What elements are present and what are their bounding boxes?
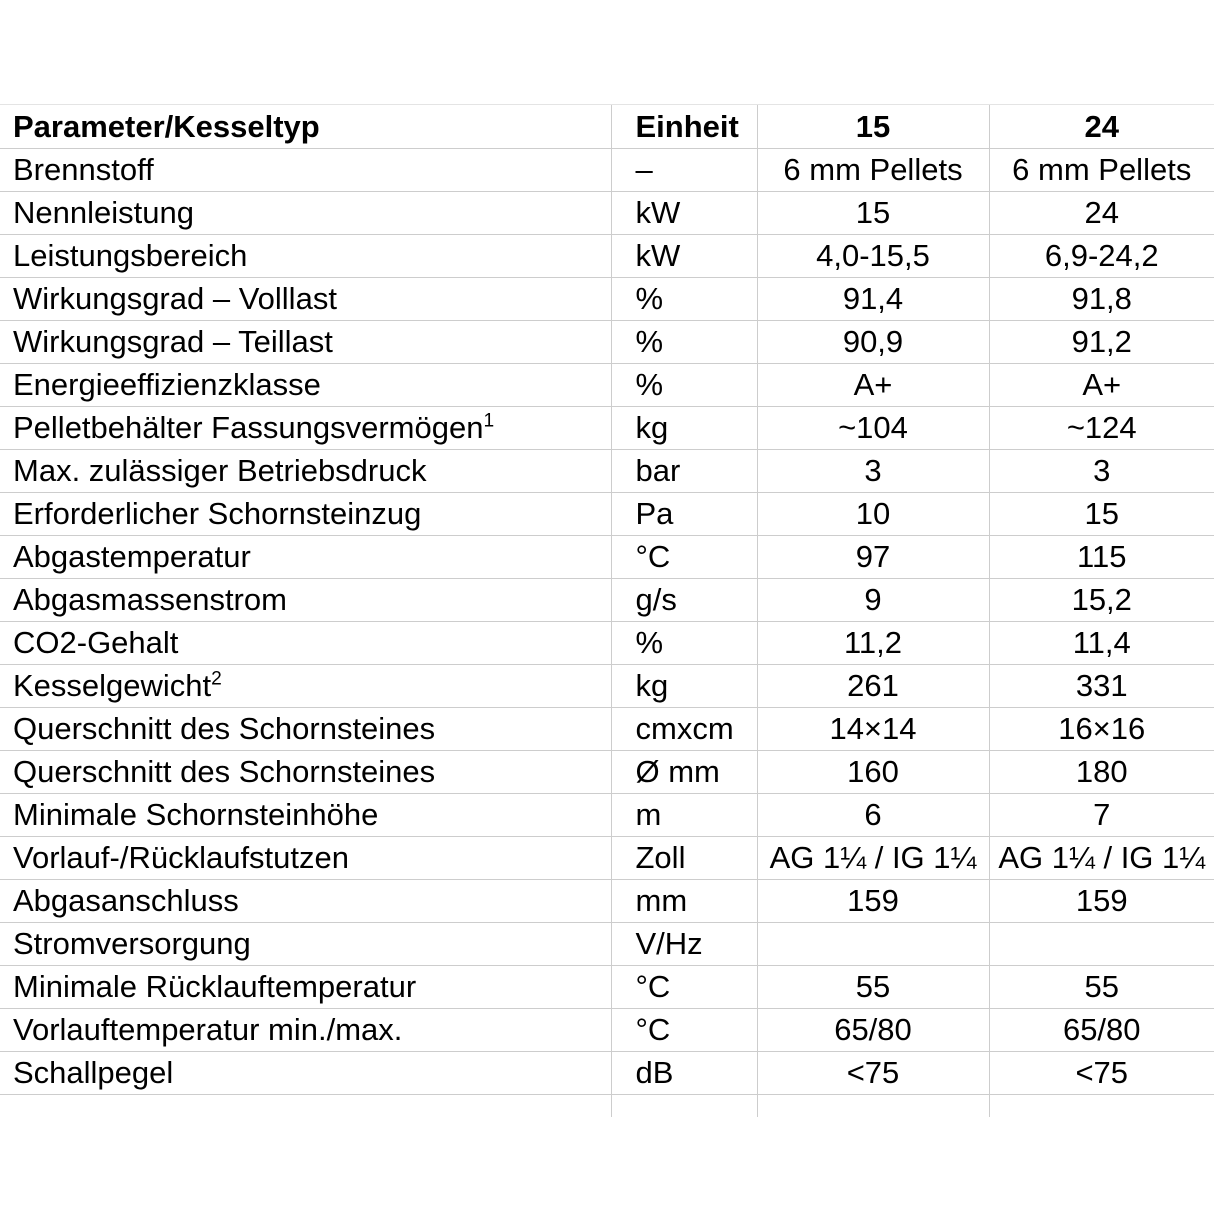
parameter-label: Wirkungsgrad – Teillast — [0, 321, 611, 364]
unit-cell: bar — [611, 450, 757, 493]
value-24-cell: 91,2 — [989, 321, 1214, 364]
unit-cell: Zoll — [611, 837, 757, 880]
parameter-label: Pelletbehälter Fassungsvermögen$^1$ — [0, 407, 611, 450]
parameter-label: Vorlauf-/Rücklaufstutzen — [0, 837, 611, 880]
value-15-cell: 65/80 — [757, 1009, 989, 1052]
value-24-cell: A+ — [989, 364, 1214, 407]
empty-cell — [0, 1095, 611, 1118]
footnote-marker: 2 — [211, 668, 222, 690]
value-15-cell: 55 — [757, 966, 989, 1009]
value-24-cell: 6,9-24,2 — [989, 235, 1214, 278]
table-row — [0, 966, 1214, 1009]
unit-cell: % — [611, 364, 757, 407]
unit-cell: Pa — [611, 493, 757, 536]
value-15-cell: 10 — [757, 493, 989, 536]
value-15-cell: 159 — [757, 880, 989, 923]
empty-cell — [757, 1095, 989, 1118]
spec-table — [0, 104, 1214, 1117]
table-row — [0, 1009, 1214, 1052]
value-15-cell: 97 — [757, 536, 989, 579]
unit-cell: Ø mm — [611, 751, 757, 794]
parameter-label: Abgasmassenstrom — [0, 579, 611, 622]
parameter-label: Schallpegel — [0, 1052, 611, 1095]
header-row — [0, 105, 1214, 149]
table-row — [0, 450, 1214, 493]
table-row — [0, 880, 1214, 923]
value-15-cell: <75 — [757, 1052, 989, 1095]
unit-cell: °C — [611, 1009, 757, 1052]
value-24-cell: ~124 — [989, 407, 1214, 450]
table-row — [0, 364, 1214, 407]
parameter-label: Nennleistung — [0, 192, 611, 235]
value-15-cell: 91,4 — [757, 278, 989, 321]
table-row — [0, 536, 1214, 579]
value-15-cell: A+ — [757, 364, 989, 407]
parameter-label: Querschnitt des Schornsteines — [0, 751, 611, 794]
value-15-cell: 3 — [757, 450, 989, 493]
unit-cell: kW — [611, 192, 757, 235]
table-row — [0, 665, 1214, 708]
value-24-cell: 16×16 — [989, 708, 1214, 751]
parameter-label: Abgasanschluss — [0, 880, 611, 923]
unit-cell: m — [611, 794, 757, 837]
parameter-label: Erforderlicher Schornsteinzug — [0, 493, 611, 536]
value-15-cell: 6 — [757, 794, 989, 837]
value-24-cell: 7 — [989, 794, 1214, 837]
parameter-label: Energieeffizienzklasse — [0, 364, 611, 407]
unit-cell: °C — [611, 536, 757, 579]
parameter-label: Kesselgewicht$^2$ — [0, 665, 611, 708]
footnote-marker: 1 — [483, 410, 495, 432]
value-24-cell: 91,8 — [989, 278, 1214, 321]
value-24-cell: 24 — [989, 192, 1214, 235]
parameter-label: Brennstoff — [0, 149, 611, 192]
value-15-cell: 160 — [757, 751, 989, 794]
parameter-label: Max. zulässiger Betriebsdruck — [0, 450, 611, 493]
value-15-cell: 261 — [757, 665, 989, 708]
table-row — [0, 235, 1214, 278]
unit-cell: mm — [611, 880, 757, 923]
unit-cell: cmxcm — [611, 708, 757, 751]
value-15-cell: 15 — [757, 192, 989, 235]
table-row — [0, 278, 1214, 321]
value-24-cell: 65/80 — [989, 1009, 1214, 1052]
header-model-15: 15 — [757, 105, 989, 149]
value-15-cell: AG 1¼ / IG 1¼ — [757, 837, 989, 880]
unit-cell: % — [611, 622, 757, 665]
value-15-cell: 4,0-15,5 — [757, 235, 989, 278]
value-24-cell: 15 — [989, 493, 1214, 536]
table-row — [0, 1052, 1214, 1095]
value-24-cell: <75 — [989, 1052, 1214, 1095]
parameter-label: Leistungsbereich — [0, 235, 611, 278]
value-15-cell: 90,9 — [757, 321, 989, 364]
value-15-cell: 9 — [757, 579, 989, 622]
parameter-label: Abgastemperatur — [0, 536, 611, 579]
parameter-label: CO2-Gehalt — [0, 622, 611, 665]
table-row — [0, 622, 1214, 665]
value-24-cell: 55 — [989, 966, 1214, 1009]
unit-cell: V/Hz — [611, 923, 757, 966]
table-row — [0, 923, 1214, 966]
value-24-cell: 6 mm Pellets — [989, 149, 1214, 192]
table-row — [0, 837, 1214, 880]
value-15-cell — [757, 923, 989, 966]
parameter-label: Stromversorgung — [0, 923, 611, 966]
table-row — [0, 579, 1214, 622]
unit-cell: % — [611, 321, 757, 364]
unit-cell: dB — [611, 1052, 757, 1095]
unit-cell: – — [611, 149, 757, 192]
unit-cell: kg — [611, 407, 757, 450]
empty-tail-row — [0, 1095, 1214, 1118]
unit-cell: kW — [611, 235, 757, 278]
header-unit: Einheit — [611, 105, 757, 149]
table-row — [0, 794, 1214, 837]
parameter-label: Vorlauftemperatur min./max. — [0, 1009, 611, 1052]
table-row — [0, 149, 1214, 192]
parameter-label: Wirkungsgrad – Volllast — [0, 278, 611, 321]
header-parameter: Parameter/Kesseltyp — [0, 105, 611, 149]
value-24-cell: AG 1¼ / IG 1¼ — [989, 837, 1214, 880]
parameter-label: Querschnitt des Schornsteines — [0, 708, 611, 751]
empty-cell — [611, 1095, 757, 1118]
empty-cell — [989, 1095, 1214, 1118]
table-row — [0, 407, 1214, 450]
value-24-cell: 180 — [989, 751, 1214, 794]
table-row — [0, 708, 1214, 751]
unit-cell: g/s — [611, 579, 757, 622]
parameter-label: Minimale Rücklauftemperatur — [0, 966, 611, 1009]
value-24-cell: 3 — [989, 450, 1214, 493]
value-15-cell: 6 mm Pellets — [757, 149, 989, 192]
header-model-24: 24 — [989, 105, 1214, 149]
unit-cell: °C — [611, 966, 757, 1009]
value-15-cell: ~104 — [757, 407, 989, 450]
value-24-cell: 11,4 — [989, 622, 1214, 665]
parameter-label: Minimale Schornsteinhöhe — [0, 794, 611, 837]
value-15-cell: 11,2 — [757, 622, 989, 665]
table-row — [0, 493, 1214, 536]
value-24-cell: 159 — [989, 880, 1214, 923]
table-row — [0, 192, 1214, 235]
unit-cell: % — [611, 278, 757, 321]
value-15-cell: 14×14 — [757, 708, 989, 751]
value-24-cell: 331 — [989, 665, 1214, 708]
value-24-cell: 115 — [989, 536, 1214, 579]
value-24-cell — [989, 923, 1214, 966]
unit-cell: kg — [611, 665, 757, 708]
table-row — [0, 321, 1214, 364]
value-24-cell: 15,2 — [989, 579, 1214, 622]
table-row — [0, 751, 1214, 794]
